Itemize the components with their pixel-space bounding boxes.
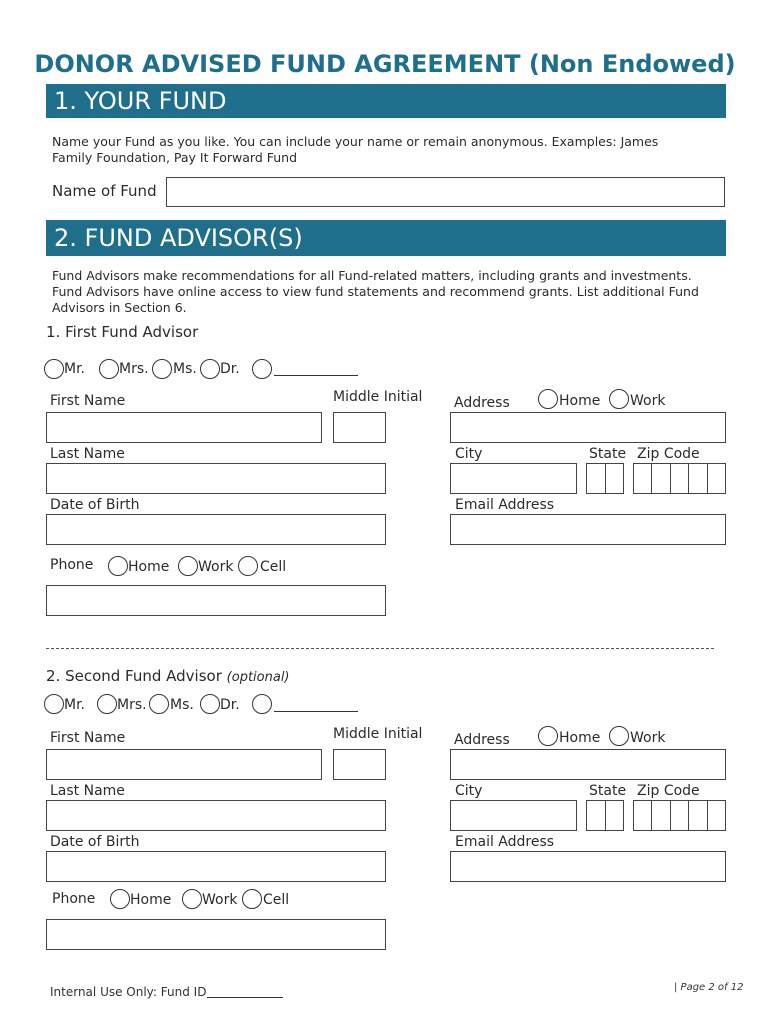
advisor-2-ms-radio[interactable] xyxy=(149,694,169,714)
advisor-1-heading: 1. First Fund Advisor xyxy=(46,323,199,341)
advisor-1-dob-label: Date of Birth xyxy=(50,497,140,513)
advisor-1-phone-home-radio[interactable] xyxy=(108,556,128,576)
advisor-2-phone-home-radio[interactable] xyxy=(110,889,130,909)
advisor-1-last-name-input[interactable] xyxy=(46,463,386,494)
advisor-2-address-home-radio[interactable] xyxy=(538,726,558,746)
advisor-1-city-input[interactable] xyxy=(450,463,577,494)
page-number: | Page 2 of 12 xyxy=(674,982,744,993)
advisor-1-zip-input[interactable] xyxy=(633,463,726,494)
advisor-2-middle-initial-label: Middle Initial xyxy=(333,726,423,742)
advisor-2-last-name-label: Last Name xyxy=(50,783,125,799)
advisor-2-phone-home-label: Home xyxy=(130,892,172,908)
advisor-1-phone-work-radio[interactable] xyxy=(178,556,198,576)
advisor-2-ms-label: Ms. xyxy=(170,697,194,713)
page-title: DONOR ADVISED FUND AGREEMENT (Non Endowed) xyxy=(34,50,736,78)
advisor-2-state-input[interactable] xyxy=(586,800,624,831)
advisor-2-email-input[interactable] xyxy=(450,851,726,882)
advisor-1-last-name-label: Last Name xyxy=(50,446,125,462)
advisor-2-optional-note: (optional) xyxy=(226,670,290,685)
advisor-2-address-work-label: Work xyxy=(630,730,666,746)
advisor-2-zip-input[interactable] xyxy=(633,800,726,831)
advisor-2-phone-work-radio[interactable] xyxy=(182,889,202,909)
advisor-2-last-name-input[interactable] xyxy=(46,800,386,831)
advisor-2-state-label: State xyxy=(589,783,627,799)
advisor-1-city-label: City xyxy=(455,446,483,462)
section-divider xyxy=(46,648,714,649)
advisor-1-phone-cell-radio[interactable] xyxy=(238,556,258,576)
advisor-1-phone-input[interactable] xyxy=(46,585,386,616)
advisor-2-mr-radio[interactable] xyxy=(44,694,64,714)
advisor-2-first-name-input[interactable] xyxy=(46,749,322,780)
section-1-header: 1. YOUR FUND xyxy=(46,84,726,118)
advisor-2-address-input[interactable] xyxy=(450,749,726,780)
advisor-1-address-input[interactable] xyxy=(450,412,726,443)
advisor-1-address-home-label: Home xyxy=(559,393,601,409)
fund-name-label: Name of Fund xyxy=(52,182,157,200)
advisor-1-mr-radio[interactable] xyxy=(44,359,64,379)
advisor-2-city-label: City xyxy=(455,783,483,799)
advisor-2-middle-initial-input[interactable] xyxy=(333,749,386,780)
advisor-1-email-input[interactable] xyxy=(450,514,726,545)
advisor-2-phone-input[interactable] xyxy=(46,919,386,950)
internal-use-fund-id-label: Internal Use Only: Fund ID xyxy=(50,985,207,999)
advisor-1-phone-work-label: Work xyxy=(198,559,234,575)
advisor-2-other-title-line[interactable] xyxy=(274,711,358,712)
advisor-2-address-label: Address xyxy=(454,732,510,748)
advisor-1-dr-label: Dr. xyxy=(220,361,240,377)
advisor-2-heading-text: 2. Second Fund Advisor xyxy=(46,667,222,685)
advisor-1-first-name-label: First Name xyxy=(50,393,126,409)
advisor-1-mrs-label: Mrs. xyxy=(119,361,149,377)
advisor-1-phone-home-label: Home xyxy=(128,559,170,575)
fund-name-input[interactable] xyxy=(166,177,725,207)
advisor-2-email-label: Email Address xyxy=(455,834,555,850)
advisor-2-dob-input[interactable] xyxy=(46,851,386,882)
advisor-1-phone-cell-label: Cell xyxy=(260,559,287,575)
advisor-1-middle-initial-label: Middle Initial xyxy=(333,389,423,405)
advisor-2-phone-cell-label: Cell xyxy=(263,892,290,908)
advisor-1-dr-radio[interactable] xyxy=(200,359,220,379)
section-1-description: Name your Fund as you like. You can include your name or remain anonymous. Examples: James Family Foundation, Pay It Forward Fund xyxy=(52,134,659,165)
advisor-2-dr-radio[interactable] xyxy=(200,694,220,714)
advisor-1-other-radio[interactable] xyxy=(252,359,272,379)
advisor-1-mr-label: Mr. xyxy=(64,361,85,377)
advisor-1-middle-initial-input[interactable] xyxy=(333,412,386,443)
advisor-1-address-work-radio[interactable] xyxy=(609,389,629,409)
advisor-2-dob-label: Date of Birth xyxy=(50,834,140,850)
advisor-1-phone-label: Phone xyxy=(50,557,94,573)
advisor-2-address-home-label: Home xyxy=(559,730,601,746)
advisor-2-dr-label: Dr. xyxy=(220,697,240,713)
internal-use-fund-id-line xyxy=(207,997,283,998)
advisor-2-city-input[interactable] xyxy=(450,800,577,831)
advisor-1-ms-label: Ms. xyxy=(173,361,197,377)
advisor-2-mr-label: Mr. xyxy=(64,697,85,713)
advisor-1-dob-input[interactable] xyxy=(46,514,386,545)
advisor-1-address-label: Address xyxy=(454,395,510,411)
advisor-1-address-work-label: Work xyxy=(630,393,666,409)
advisor-2-mrs-radio[interactable] xyxy=(97,694,117,714)
advisor-1-first-name-input[interactable] xyxy=(46,412,322,443)
advisor-1-ms-radio[interactable] xyxy=(152,359,172,379)
advisor-1-mrs-radio[interactable] xyxy=(99,359,119,379)
advisor-2-other-radio[interactable] xyxy=(252,694,272,714)
advisor-1-state-label: State xyxy=(589,446,627,462)
advisor-1-other-title-line[interactable] xyxy=(274,375,358,376)
advisor-2-heading xyxy=(46,667,290,685)
advisor-1-state-input[interactable] xyxy=(586,463,624,494)
advisor-1-email-label: Email Address xyxy=(455,497,555,513)
advisor-2-phone-label: Phone xyxy=(52,891,96,907)
advisor-2-phone-cell-radio[interactable] xyxy=(242,889,262,909)
advisor-1-address-home-radio[interactable] xyxy=(538,389,558,409)
advisor-2-phone-work-label: Work xyxy=(202,892,238,908)
section-2-description: Fund Advisors make recommendations for all Fund-related matters, including grants and investments. Fund Advisors have online access to view fund statements and recommend grants. List additional Fund Advisors in Section 6. xyxy=(52,268,699,315)
advisor-2-mrs-label: Mrs. xyxy=(117,697,147,713)
advisor-2-zip-label: Zip Code xyxy=(637,783,700,799)
advisor-1-zip-label: Zip Code xyxy=(637,446,700,462)
advisor-2-address-work-radio[interactable] xyxy=(609,726,629,746)
section-2-header: 2. FUND ADVISOR(S) xyxy=(46,220,726,256)
advisor-2-first-name-label: First Name xyxy=(50,730,126,746)
